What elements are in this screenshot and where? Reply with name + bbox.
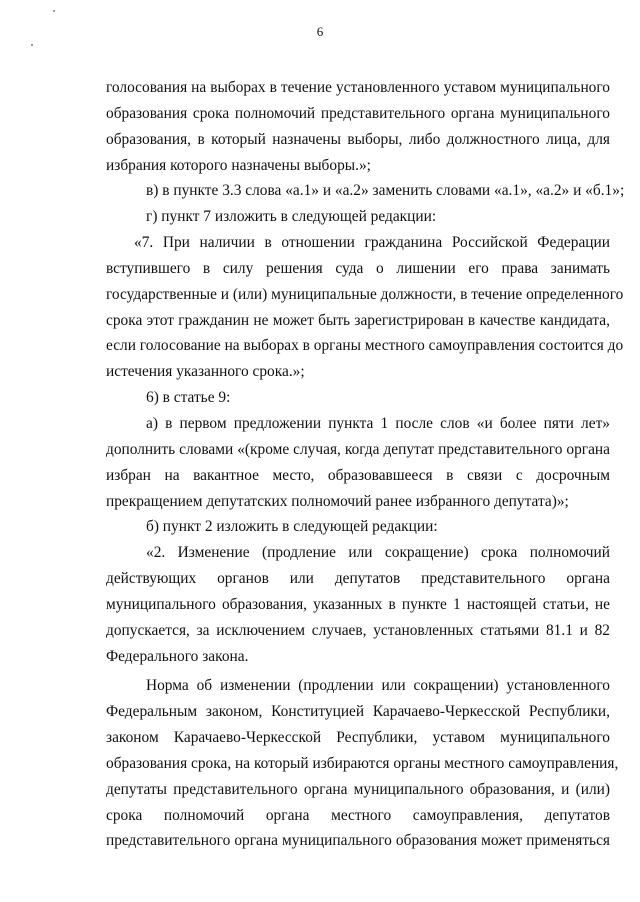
text-line: представительного органа муниципального образования может применяться bbox=[106, 832, 610, 850]
text-line: б) пункт 2 изложить в следующей редакции: bbox=[146, 518, 438, 536]
text-line: Федеральным законом, Конституцией Карачаево-Черкесской Республики, bbox=[106, 703, 610, 721]
text-line: избрания которого назначены выборы.»; bbox=[106, 156, 371, 174]
text-line: вступившего в силу решения суда о лишении его права занимать bbox=[106, 259, 610, 277]
text-line: «7. При наличии в отношении гражданина Российской Федерации bbox=[134, 234, 610, 252]
text-line: муниципального образования, указанных в пункте 1 настоящей статьи, не bbox=[106, 595, 610, 613]
text-line: Федерального закона. bbox=[106, 647, 249, 665]
text-line: депутаты представительного органа муниципального образования, и (или) bbox=[106, 780, 610, 798]
text-line: избран на вакантное место, образовавшееся в связи с досрочным bbox=[106, 466, 610, 484]
text-line: срока этот гражданин не может быть зарегистрирован в качестве кандидата, bbox=[106, 311, 610, 329]
text-line: истечения указанного срока.»; bbox=[106, 363, 305, 381]
text-line: если голосование на выборах в органы местного самоуправления состоится до bbox=[106, 337, 624, 355]
text-line: «2. Изменение (продление или сокращение) срока полномочий bbox=[146, 544, 610, 562]
text-line: в) в пункте 3.3 слова «а.1» и «а.2» заменить словами «а.1», «а.2» и «б.1»; bbox=[146, 182, 625, 200]
text-line: прекращением депутатских полномочий ранее избранного депутата)»; bbox=[106, 492, 569, 510]
scan-artifact bbox=[31, 44, 33, 46]
text-line: образования, в который назначены выборы, либо должностного лица, для bbox=[106, 130, 610, 148]
text-line: допускается, за исключением случаев, установленных статьями 81.1 и 82 bbox=[106, 621, 610, 639]
text-line: дополнить словами «(кроме случая, когда депутат представительного органа bbox=[106, 440, 610, 458]
document-body bbox=[106, 75, 625, 854]
text-line: голосования на выборах в течение установленного уставом муниципального bbox=[106, 79, 610, 96]
text-line: срока полномочий органа местного самоуправления, депутатов bbox=[106, 806, 610, 824]
text-line: государственные и (или) муниципальные должности, в течение определенного bbox=[106, 285, 624, 303]
page-number: 6 bbox=[316, 24, 324, 39]
text-line: г) пункт 7 изложить в следующей редакции: bbox=[146, 208, 437, 226]
text-line: законом Карачаево-Черкесской Республики, уставом муниципального bbox=[106, 729, 610, 747]
scan-artifact bbox=[53, 10, 55, 12]
text-line: а) в первом предложении пункта 1 после слов «и более пяти лет» bbox=[146, 414, 610, 432]
text-line: образования срока полномочий представительного органа муниципального bbox=[106, 104, 610, 122]
text-line: Норма об изменении (продлении или сокращении) установленного bbox=[146, 677, 610, 695]
text-line: образования срока, на который избираются органы местного самоуправления, bbox=[106, 754, 619, 772]
text-line: 6) в статье 9: bbox=[146, 389, 231, 407]
text-line: действующих органов или депутатов представительного органа bbox=[106, 570, 610, 588]
